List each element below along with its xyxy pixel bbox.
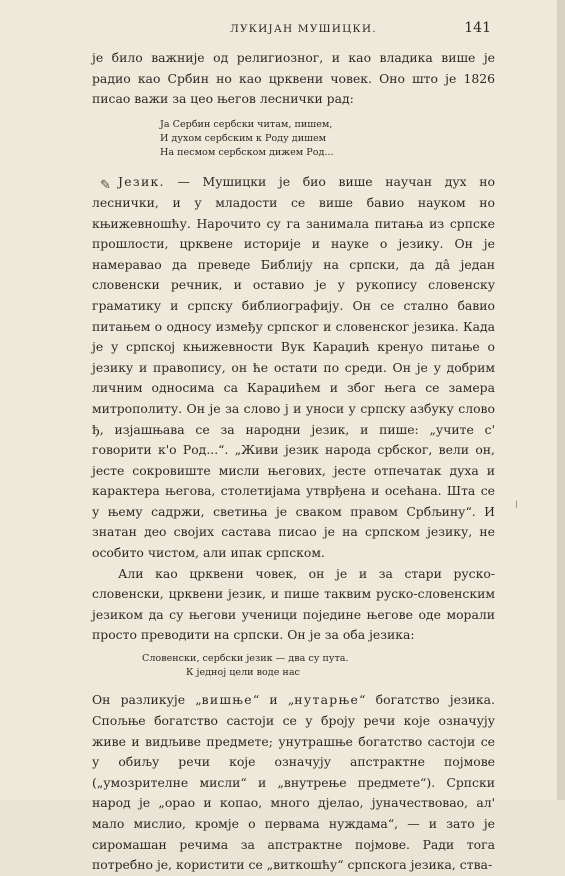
- page-header: [0, 20, 565, 40]
- section-heading: Језик.: [118, 174, 165, 190]
- term-nutarnje: нутарње: [294, 692, 360, 708]
- page-number: 141: [464, 20, 491, 36]
- body-text: [92, 48, 495, 876]
- text-fragment: Он разликује „: [92, 692, 202, 708]
- verse-line: На песмом сербском дижем Род...: [160, 147, 334, 159]
- verse-line: Словенски, сербски језик — два су пута.: [142, 653, 349, 665]
- text-fragment: “ и „: [252, 692, 295, 708]
- verse-line: И духом сербским к Роду дишем: [160, 132, 327, 144]
- running-title: ЛУКИЈАН МУШИЦКИ.: [230, 23, 377, 35]
- paragraph-1: је било важније од религиозног, и као владика више је радио као Србин но као црквени човек. Оно што је 1826 писао важи за цео његов леснички рад:: [92, 50, 495, 107]
- page-edge-shadow: [557, 0, 565, 800]
- handwritten-pen-mark: ✎: [100, 178, 111, 193]
- verse-line: К једној цели воде нас: [186, 667, 300, 679]
- paragraph-2: [92, 172, 495, 563]
- verse-line: Ја Сербин сербски читам, пишем,: [160, 118, 333, 130]
- margin-mark: ǀ: [515, 500, 518, 511]
- paragraph-2-text: — Мушицки је био више научан дух но леснички, и у младости се више бавио науком но књижевношћу. Нарочито су га занимала питања из српске прошлости, црквене историје и науке о језику. Он је намеравао да преведе Библију на српски, да да̂ један словенски речник, и оставио је у рукопису словенску граматику и српску библиографију. Он се стално бавио питањем о односу између српског и словенског језика. Када је у српској књижевности Вук Караџић кренуо питање о језику и правопису, он ће остати по среди. Он је у добрим личним односима са Караџићем и због њега се замера митрополиту. Он је за слово ј и уноси у српску азбуку слово ђ, изјашњава се за народни језик, и пише: „учите с' говорити к'о Род...“. „Живи језик народа србског, вели он, јесте сокровиште мисли његових, јесте отпечатак духа и карактера његова, столетијама утврђена и осећана. Шта се у њему садржи, светиња је сваком правом Србљину“. И знатан део својих састава писао је на српском језику, не особито чистом, али ипак српском.: [92, 174, 495, 561]
- paragraph-3: Али као црквени човек, он је и за стари руско-словенски, црквени језик, и пише таквим руско-словенским језиком да су његови ученици поједине његове оде морали просто преводити на српски. Он је за оба језика:: [92, 565, 495, 643]
- verse-quote-1: [160, 118, 495, 161]
- text-fragment: “ богатство језика. Спољње богатство састоји се у броју речи које означују живе и видљиве предмете; унутрашње богатство састоји се у обиљу речи које означују апстрактне појмове („умозрителне мисли“ и „внутрење предмете“). Српски народ је „орао и копао, много дјелао, јуначествовао, ал' мало мислио, кромје о первама нуждама“, — и зато је сиромашан речима за апстрактне појмове. Ради тога потребно је, користити се „виткошћу“ српскога језика, ства-: [92, 692, 495, 873]
- verse-quote-2: [142, 652, 495, 680]
- paragraph-4: [92, 690, 495, 875]
- term-vishnje: вишње: [201, 692, 253, 708]
